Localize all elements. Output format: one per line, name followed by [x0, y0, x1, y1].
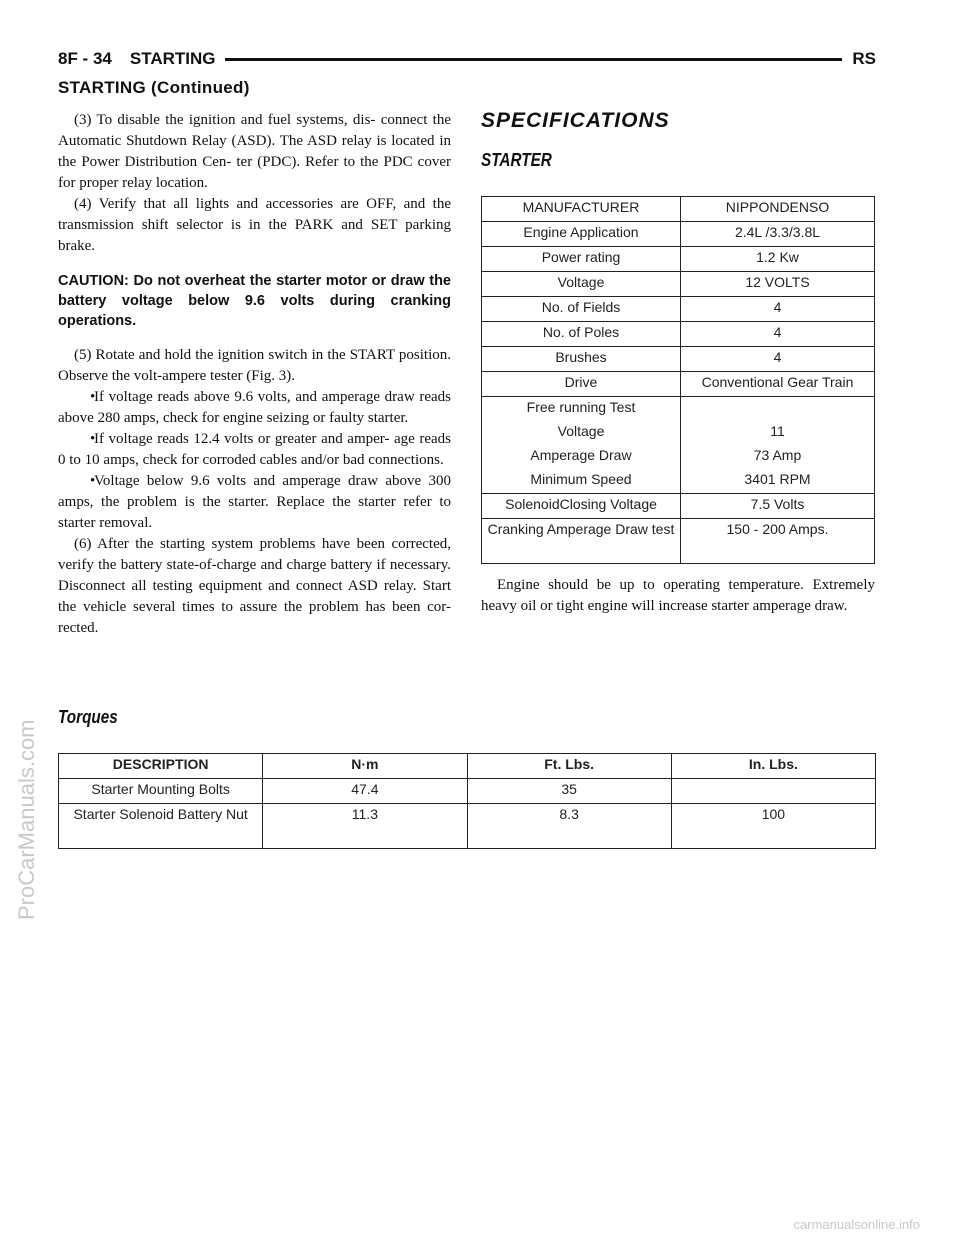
column-header: Ft. Lbs.	[467, 754, 671, 779]
table-row	[59, 779, 876, 804]
bullet-item	[58, 387, 451, 429]
table-row	[59, 804, 876, 849]
torque-table	[58, 753, 876, 849]
bullet-item	[58, 429, 451, 471]
step-5-text: (5) Rotate and hold the ignition switch in the START position. Observe the volt-ampere tester (Fig. 3).	[58, 347, 451, 384]
bullet-symbol: •	[90, 389, 96, 405]
step-6-text: (6) After the starting system problems have been corrected, verify the battery state-of-charge and charge battery if necessary. Disconnect all testing equipment and connect ASD relay. Start the vehicle several times to assure the problem has been cor- rected.	[58, 536, 451, 636]
table-cell: Starter Solenoid Battery Nut	[59, 804, 263, 849]
table-header-row	[59, 754, 876, 779]
table-row	[482, 272, 875, 297]
spec-value: 12 VOLTS	[681, 272, 875, 297]
table-cell: 35	[467, 779, 671, 804]
spec-label: Cranking Amperage Draw test	[482, 519, 681, 564]
bullet-symbol: •	[90, 431, 96, 447]
table-row	[482, 347, 875, 372]
spec-value: 3401 RPM	[681, 469, 875, 494]
spec-label: No. of Poles	[482, 322, 681, 347]
page-header	[58, 46, 876, 72]
table-cell: 8.3	[467, 804, 671, 849]
spec-value: 73 Amp	[681, 445, 875, 469]
footer-watermark: carmanualsonline.info	[793, 1217, 920, 1232]
spec-label: Minimum Speed	[482, 469, 681, 494]
table-row	[482, 197, 875, 222]
spec-label: Drive	[482, 372, 681, 397]
spec-value: 150 - 200 Amps.	[681, 519, 875, 564]
table-row	[482, 397, 875, 422]
step-4-text: (4) Verify that all lights and accessories are OFF, and the transmission shift selector is in the PARK and SET parking brake.	[58, 196, 451, 254]
spec-label: Voltage	[482, 272, 681, 297]
spec-label: Free running Test	[482, 397, 681, 422]
model-code: RS	[852, 49, 876, 68]
torques-heading: Torques	[58, 707, 118, 727]
spec-value: 11	[681, 421, 875, 445]
spec-value: 1.2 Kw	[681, 247, 875, 272]
table-cell	[671, 779, 875, 804]
table-cell: 47.4	[263, 779, 467, 804]
spec-value: 4	[681, 297, 875, 322]
caution-text: CAUTION: Do not overheat the starter motor or draw the battery voltage below 9.6 volts during cranking operations.	[58, 273, 451, 329]
table-cell: 100	[671, 804, 875, 849]
continued-heading: STARTING (Continued)	[58, 78, 250, 97]
spec-label: SolenoidClosing Voltage	[482, 494, 681, 519]
bullet-text: Voltage below 9.6 volts and amperage draw above 300 amps, the problem is the starter. Replace the starter refer to starter removal.	[58, 473, 451, 531]
spec-label: Power rating	[482, 247, 681, 272]
header-rule	[225, 58, 842, 61]
spec-value: NIPPONDENSO	[681, 197, 875, 222]
bullet-item	[58, 471, 451, 534]
spec-value: 2.4L /3.3/3.8L	[681, 222, 875, 247]
page-number: 8F - 34	[58, 49, 112, 68]
bullet-symbol: •	[90, 473, 96, 489]
specifications-heading: SPECIFICATIONS	[481, 109, 670, 132]
left-column	[58, 110, 451, 639]
table-row	[482, 494, 875, 519]
table-row	[482, 445, 875, 469]
spec-label: Amperage Draw	[482, 445, 681, 469]
spec-label: Voltage	[482, 421, 681, 445]
column-header: In. Lbs.	[671, 754, 875, 779]
section-name: STARTING	[129, 49, 216, 68]
spec-value: 7.5 Volts	[681, 494, 875, 519]
table-cell: Starter Mounting Bolts	[59, 779, 263, 804]
spec-label: MANUFACTURER	[482, 197, 681, 222]
column-header: DESCRIPTION	[59, 754, 263, 779]
table-row	[482, 421, 875, 445]
spec-value	[681, 397, 875, 422]
table-row	[482, 469, 875, 494]
step-3-text: (3) To disable the ignition and fuel systems, dis- connect the Automatic Shutdown Relay (ASD). The ASD relay is located in the Power Distribution Cen- ter (PDC). Refer to the PDC cover for proper relay location.	[58, 112, 451, 191]
table-row	[482, 297, 875, 322]
starter-spec-table	[481, 196, 875, 564]
spec-value: Conventional Gear Train	[681, 372, 875, 397]
table-row	[482, 372, 875, 397]
spec-label: Brushes	[482, 347, 681, 372]
spec-value: 4	[681, 347, 875, 372]
bullet-text: If voltage reads above 9.6 volts, and amperage draw reads above 280 amps, check for engine seizing or faulty starter.	[58, 389, 451, 426]
spec-label: Engine Application	[482, 222, 681, 247]
spec-value: 4	[681, 322, 875, 347]
bullet-text: If voltage reads 12.4 volts or greater and amper- age reads 0 to 10 amps, check for corroded cables and/or bad connections.	[58, 431, 451, 468]
table-row	[482, 247, 875, 272]
table-row	[482, 322, 875, 347]
starter-heading: STARTER	[481, 150, 552, 170]
spec-label: No. of Fields	[482, 297, 681, 322]
table-cell: 11.3	[263, 804, 467, 849]
engine-note: Engine should be up to operating temperature. Extremely heavy oil or tight engine will increase starter amperage draw.	[481, 577, 875, 614]
table-row	[482, 222, 875, 247]
side-watermark: ProCarManuals.com	[14, 719, 39, 920]
column-header: N·m	[263, 754, 467, 779]
table-row	[482, 519, 875, 564]
